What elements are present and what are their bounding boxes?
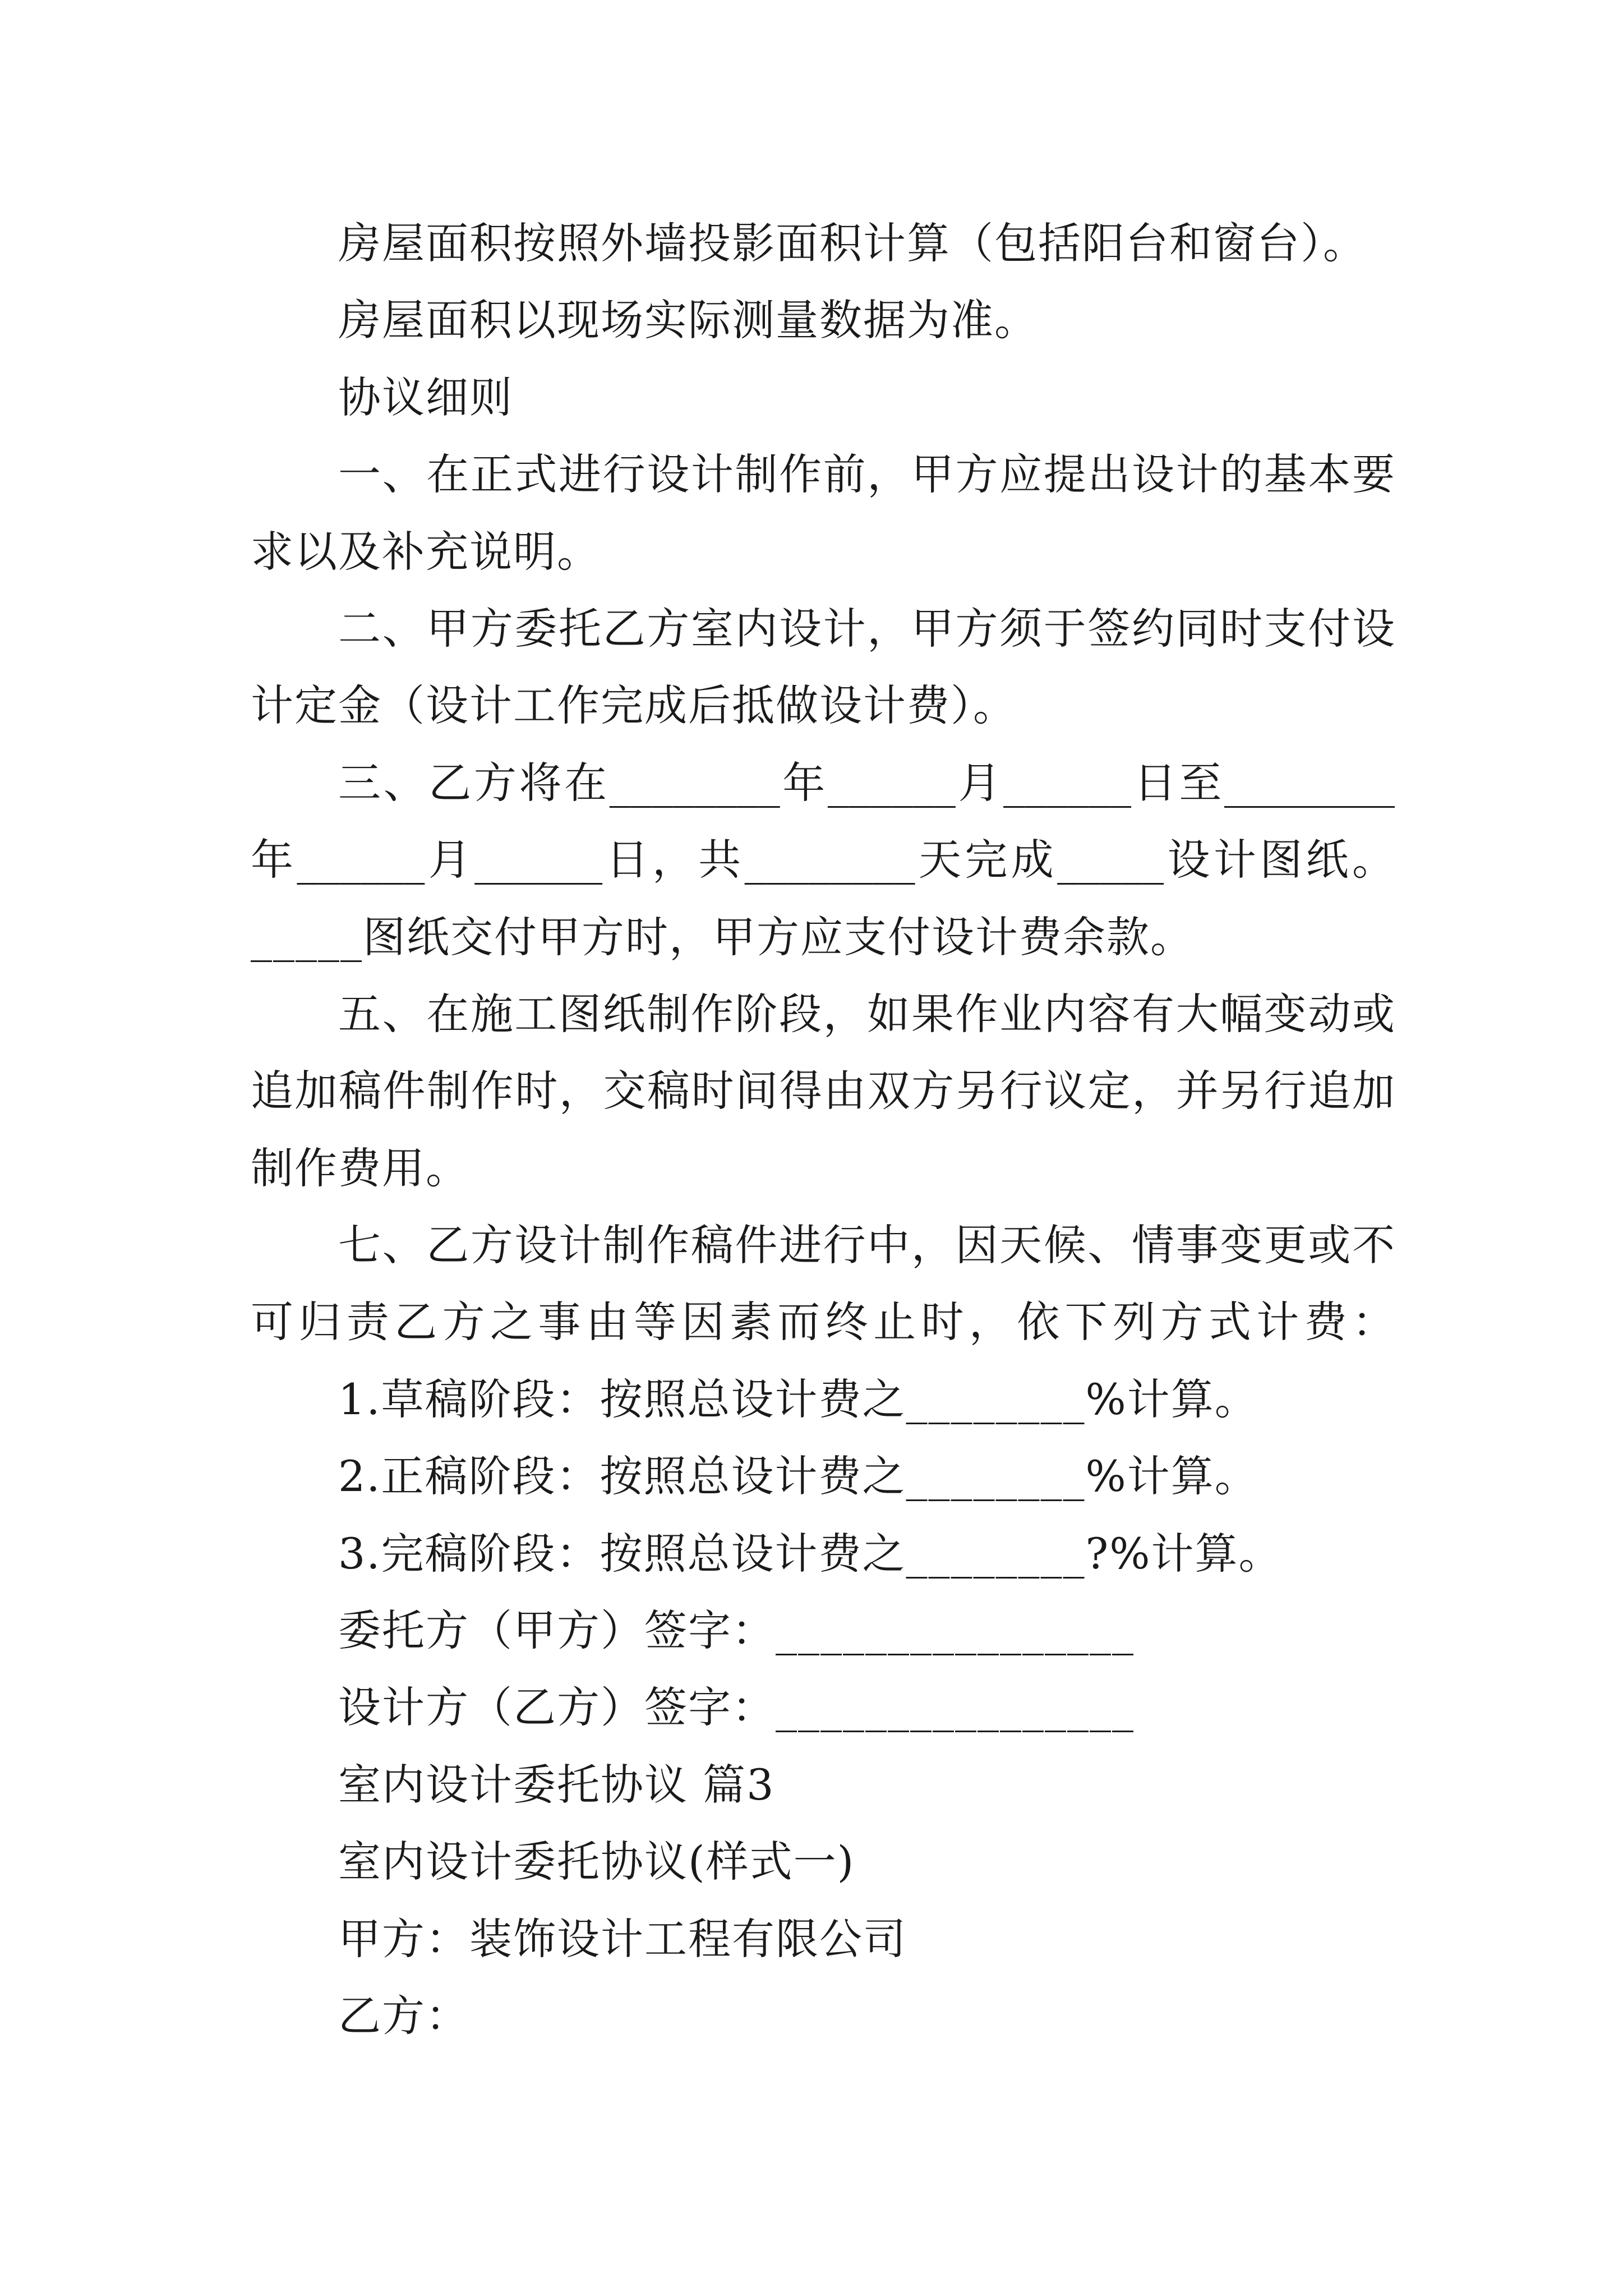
clause-3-line-2: 年______月______日，共________天完成_____设计图纸。 xyxy=(251,835,1395,885)
fee-item-draft: 1.草稿阶段：按照总设计费之________%计算。 xyxy=(338,1374,1258,1424)
fee-item-formal: 2.正稿阶段：按照总设计费之________%计算。 xyxy=(338,1451,1258,1502)
clause-5-line-2: 追加稿件制作时，交稿时间得由双方另行议定，并另行追加 xyxy=(251,1066,1395,1116)
fee-item-final: 3.完稿阶段：按照总设计费之________?%计算。 xyxy=(338,1528,1283,1579)
clause-3-line-3: _____图纸交付甲方时，甲方应支付设计费余款。 xyxy=(251,912,1194,962)
area-measurement-line: 房屋面积以现场实际测量数据为准。 xyxy=(338,295,1038,346)
clause-1-line-2: 求以及补充说明。 xyxy=(251,526,601,577)
clause-5-line-1: 五、在施工图纸制作阶段，如果作业内容有大幅变动或 xyxy=(338,988,1395,1039)
section-heading-agreement-details: 协议细则 xyxy=(338,372,513,422)
clause-7-line-2: 可归责乙方之事由等因素而终止时，依下列方式计费： xyxy=(251,1297,1395,1347)
document-page xyxy=(251,205,1395,2054)
clause-3-line-1: 三、乙方将在________年______月______日至________ xyxy=(338,757,1395,808)
party-b-line: 乙方： xyxy=(338,1990,469,2041)
designer-signature-line: 设计方（乙方）签字：________________ xyxy=(338,1682,1135,1733)
clause-1-line-1: 一、在正式进行设计制作前，甲方应提出设计的基本要 xyxy=(338,449,1395,500)
clause-5-line-3: 制作费用。 xyxy=(251,1143,469,1193)
clause-2-line-1: 二、甲方委托乙方室内设计，甲方须于签约同时支付设 xyxy=(338,603,1395,654)
clause-7-line-1: 七、乙方设计制作稿件进行中，因天候、情事变更或不 xyxy=(338,1220,1395,1271)
client-signature-line: 委托方（甲方）签字：________________ xyxy=(338,1605,1135,1656)
agreement-subtitle: 室内设计委托协议(样式一) xyxy=(338,1837,855,1887)
party-a-line: 甲方：装饰设计工程有限公司 xyxy=(338,1913,907,1964)
section-title-part-3: 室内设计委托协议 篇3 xyxy=(338,1759,775,1810)
area-calculation-line: 房屋面积按照外墙投影面积计算（包括阳台和窗台）。 xyxy=(338,218,1367,268)
clause-2-line-2: 计定金（设计工作完成后抵做设计费）。 xyxy=(251,680,1017,731)
